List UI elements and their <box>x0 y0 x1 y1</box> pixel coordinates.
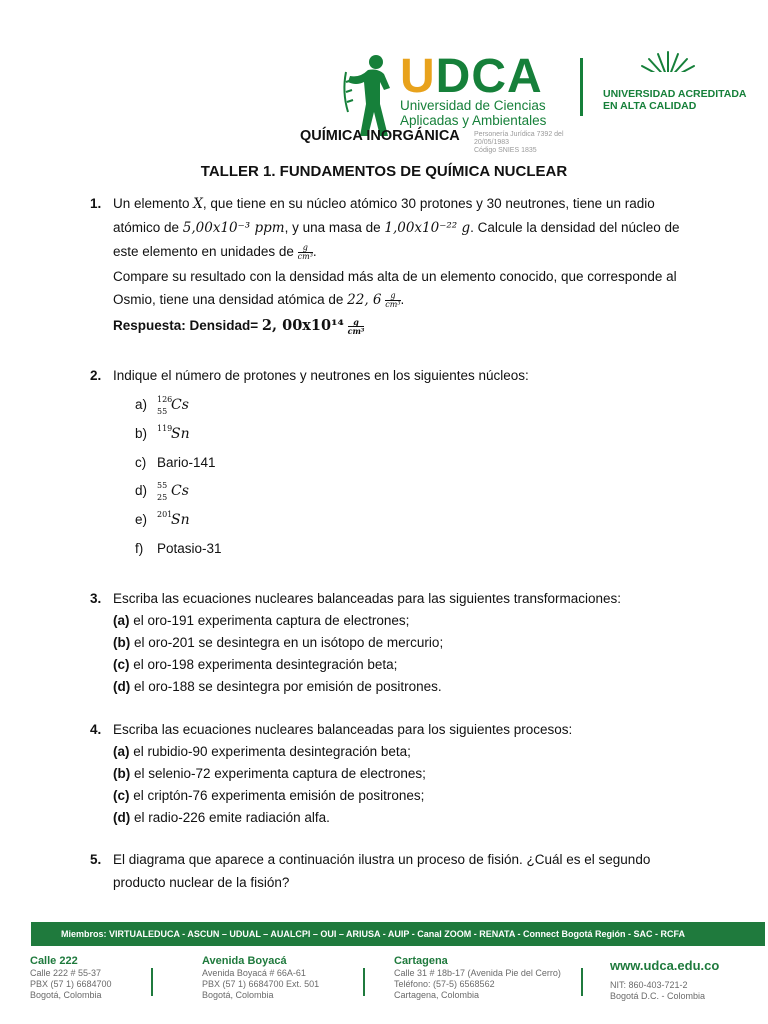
question-2: 2. Indique el número de protones y neutrones en los siguientes núcleos: <box>90 368 529 383</box>
page-title: TALLER 1. FUNDAMENTOS DE QUÍMICA NUCLEAR <box>200 163 568 180</box>
nuclide-symbol: 55 25 Cs <box>157 481 189 502</box>
nucleus-option: d) 55 25 Cs <box>135 481 189 502</box>
question-1-compare: Compare su resultado con la densidad más alta de un elemento conocido, que corresponde al Osmio, tiene una densidad atómica de 22, 6 $\frac{g}{\text{cm³}}$ . <box>113 269 677 309</box>
course-title: QUÍMICA INORGÁNICA <box>300 128 460 144</box>
footer-members-bar: Miembros: VIRTUALEDUCA - ASCUN – UDUAL – AUALCPI – OUI – ARIUSA - AUIP - Canal ZOOM - RENATA - Connect Bogotá Región - SAC - RCFA <box>31 922 765 946</box>
question-1 <box>90 192 702 337</box>
q4-item: (b) el selenio-72 experimenta captura de electrones; <box>113 766 426 781</box>
nucleus-option: c) Bario-141 <box>135 455 216 470</box>
nucleus-option: f) Potasio-31 <box>135 541 222 556</box>
footer-divider <box>581 968 583 996</box>
q3-item: (c) el oro-198 experimenta desintegración beta; <box>113 657 398 672</box>
question-3: 3. Escriba las ecuaciones nucleares balanceadas para las siguientes transformaciones: (a) el oro-191 experimenta captura de electrones; (b) el oro-201 se desintegra en un isótopo de mercurio; (c) el oro-198 experimenta desintegración beta; (d) el oro-188 se desintegra por emisión de positrones. <box>90 587 702 698</box>
accreditation-label: UNIVERSIDAD ACREDITADA EN ALTA CALIDAD <box>603 88 747 112</box>
question-3-items <box>113 610 702 698</box>
footer-address-cartagena: Cartagena Calle 31 # 18b-17 (Avenida Pie del Cerro) Teléfono: (57-5) 6568562 Cartagena, Colombia <box>394 955 561 1000</box>
footer-divider <box>151 968 153 996</box>
unit-fraction: $\frac{g}{\text{cm³}}$ <box>297 242 313 261</box>
q4-item: (a) el rubidio-90 experimenta desintegración beta; <box>113 744 411 759</box>
footer-address-calle222: Calle 222 Calle 222 # 55-37 PBX (57 1) 6684700 Bogotá, Colombia <box>30 955 112 1000</box>
q4-item: (d) el radio-226 emite radiación alfa. <box>113 810 330 825</box>
footer-address-boyaca: Avenida Boyacá Avenida Boyacá # 66A-61 PBX (57 1) 6684700 Ext. 501 Bogotá, Colombia <box>202 955 320 1000</box>
header-divider <box>580 58 583 116</box>
q3-item: (d) el oro-188 se desintegra por emisión de positrones. <box>113 679 442 694</box>
nuclide-symbol: 126 55 Cs <box>157 395 189 416</box>
question-4-items <box>113 741 702 829</box>
footer-nit: NIT: 860-403-721-2 Bogotá D.C. - Colombia <box>610 980 706 1001</box>
nucleus-option: e) 201 Sn <box>135 510 190 528</box>
question-5: 5. El diagrama que aparece a continuación ilustra un proceso de fisión. ¿Cuál es el segundo producto nuclear de la fisión? <box>90 852 651 890</box>
logo-wordmark: UDCA <box>400 50 543 103</box>
sunburst-icon <box>636 48 700 82</box>
nuclide-symbol: 201 Sn <box>157 510 190 528</box>
question-1-text: Un elemento X, que tiene en su núcleo atómico 30 protones y 30 neutrones, tiene un radio atómico de 5,00x10⁻³ ppm, y una masa de 1,00x10⁻²² g. Calcule la densidad del núcleo de este elemento en unidades de $\frac{g}{\text{cm³}}$ . <box>113 196 680 261</box>
question-1-answer: Respuesta: Densidad= 2, 00x10¹⁴ $\frac{g}{\text{cm³}}$ <box>113 316 365 336</box>
logo-legal-text: Personería Jurídica 7392 del 20/05/1983 Código SNIES 1835 <box>474 131 564 154</box>
nucleus-option: b) 119 Sn <box>135 424 190 442</box>
logo-subtitle: Universidad de Ciencias Aplicadas y Ambientales <box>400 98 547 128</box>
q4-item: (c) el criptón-76 experimenta emisión de positrones; <box>113 788 425 803</box>
nucleus-option: a) 126 55 Cs <box>135 395 189 416</box>
logo-figure-icon <box>338 52 400 138</box>
nuclide-symbol: 119 Sn <box>157 424 190 442</box>
footer-website-link[interactable]: www.udca.edu.co <box>610 958 720 973</box>
question-number: 1. <box>90 196 102 211</box>
question-4: 4. Escriba las ecuaciones nucleares balanceadas para los siguientes procesos: (a) el rubidio-90 experimenta desintegración beta; (b) el selenio-72 experimenta captura de electrones; (c) el criptón-76 experimenta emisión de positrones; (d) el radio-226 emite radiación alfa. <box>90 718 702 829</box>
footer-divider <box>363 968 365 996</box>
q3-item: (b) el oro-201 se desintegra en un isótopo de mercurio; <box>113 635 444 650</box>
q3-item: (a) el oro-191 experimenta captura de electrones; <box>113 613 410 628</box>
